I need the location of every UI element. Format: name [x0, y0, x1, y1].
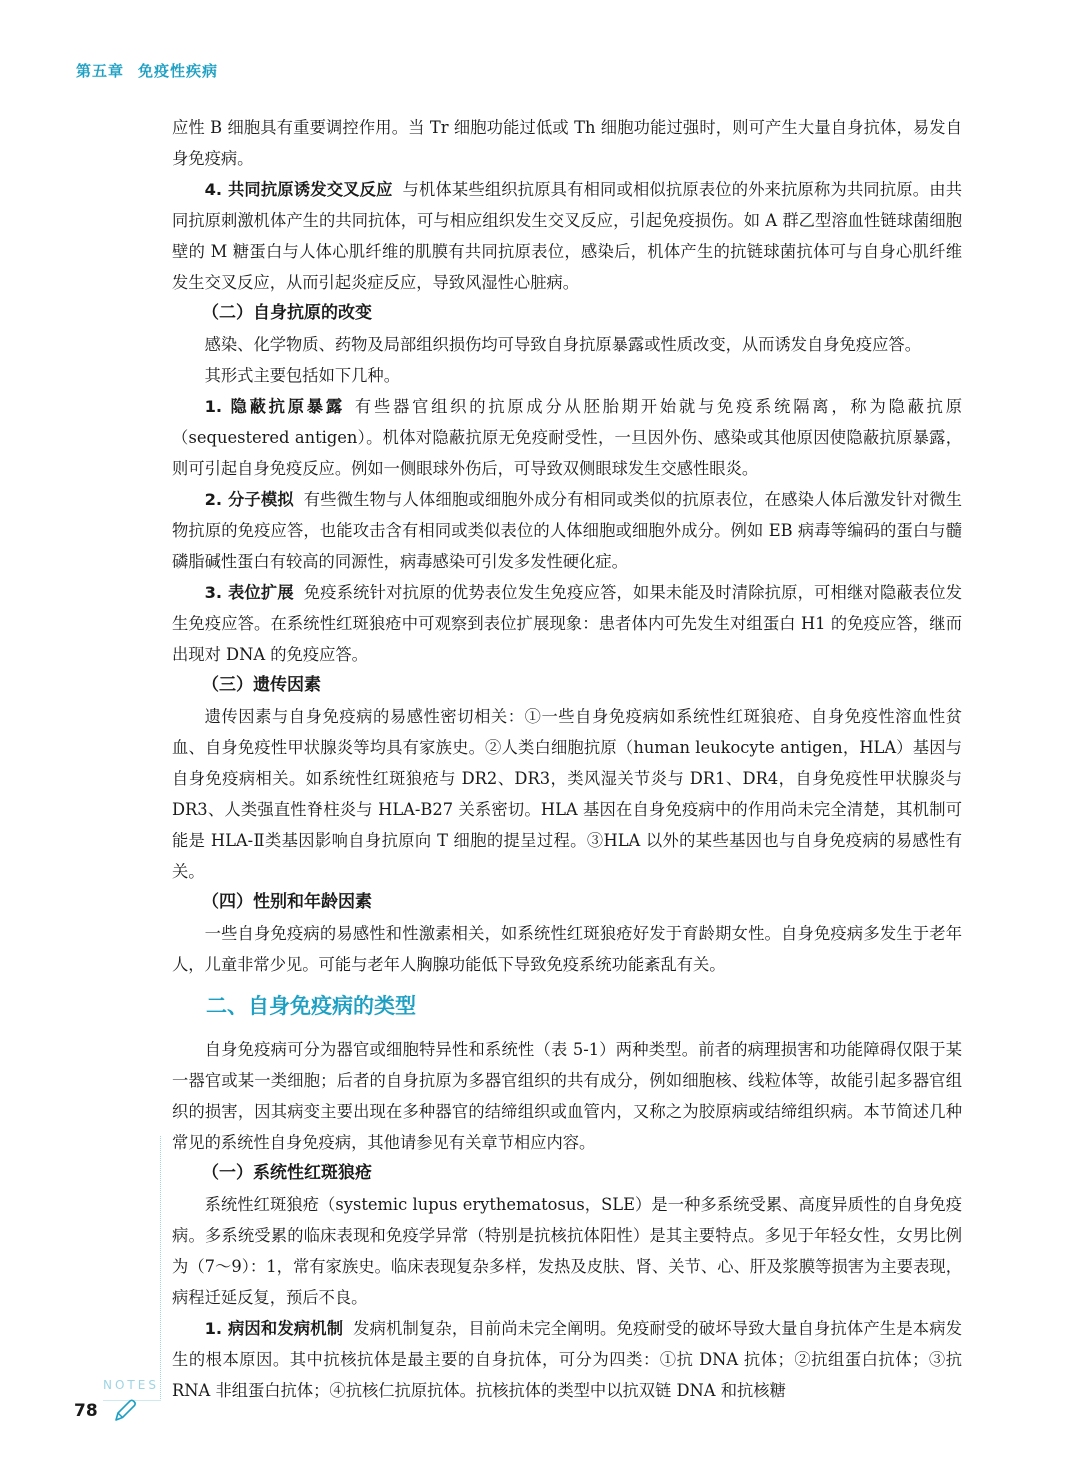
paragraph — [172, 1189, 962, 1313]
paragraph-text: 有些微生物与人体细胞或细胞外成分有相同或类似的抗原表位，在感染人体后激发针对微生物抗原的免疫应答，也能攻击含有相同或类似表位的人体细胞或细胞外成分。例如 EB 病毒等编码的蛋白与髓磷脂碱性蛋白有较高的同源性，病毒感染可引发多发性硬化症。 — [172, 490, 962, 571]
paragraph-text: 一些自身免疫病的易感性和性激素相关，如系统性红斑狼疮好发于育龄期女性。自身免疫病多发生于老年人，儿童非常少见。可能与老年人胸腺功能低下导致免疫系统功能紊乱有关。 — [172, 924, 962, 974]
subsection-heading: （一）系统性红斑狼疮 — [202, 1163, 372, 1183]
paragraph-text: 感染、化学物质、药物及局部组织损伤均可导致自身抗原暴露或性质改变，从而诱发自身免疫应答。 — [204, 335, 921, 354]
paragraph — [172, 329, 962, 360]
page-number: 78 — [74, 1401, 98, 1421]
paragraph-text: 有些器官组织的抗原成分从胚胎期开始就与免疫系统隔离，称为隐蔽抗原（sequestered antigen）。机体对隐蔽抗原无免疫耐受性，一旦因外伤、感染或其他原因使隐蔽抗原暴露，则可引起自身免疫反应。例如一侧眼球外伤后，可导致双侧眼球发生交感性眼炎。 — [172, 397, 962, 478]
paragraph-text: 与机体某些组织抗原具有相同或相似抗原表位的外来抗原称为共同抗原。由共同抗原刺激机体产生的共同抗体，可与相应组织发生交叉反应，引起免疫损伤。如 A 群乙型溶血性链球菌细胞壁的 M 糖蛋白与人体心肌纤维的肌膜有共同抗原表位，感染后，机体产生的抗链球菌抗体可与自身心肌纤维发生交叉反应，从而引起炎症反应，导致风湿性心脏病。 — [172, 180, 962, 292]
paragraph-text: 自身免疫病可分为器官或细胞特异性和系统性（表 5-1）两种类型。前者的病理损害和功能障碍仅限于某一器官或某一类细胞；后者的自身抗原为多器官组织的共有成分，例如细胞核、线粒体等，故能引起多器官组织的损害，因其病变主要出现在多种器官的结缔组织或血管内，又称之为胶原病或结缔组织病。本节简述几种常见的系统性自身免疫病，其他请参见有关章节相应内容。 — [172, 1040, 962, 1152]
paragraph-heading: 1. 隐蔽抗原暴露 — [204, 397, 345, 416]
paragraph-heading: 1. 病因和发病机制 — [204, 1319, 344, 1338]
subsection-heading: （二）自身抗原的改变 — [202, 303, 372, 323]
paragraph — [172, 1313, 962, 1406]
paragraph — [172, 484, 962, 577]
paragraph-text: 应性 B 细胞具有重要调控作用。当 Tr 细胞功能过低或 Th 细胞功能过强时，则可产生大量自身抗体，易发自身免疫病。 — [172, 118, 962, 168]
running-header — [76, 60, 218, 81]
paragraph — [172, 918, 962, 980]
paragraph — [172, 360, 962, 391]
paragraph-heading: 4. 共同抗原诱发交叉反应 — [204, 180, 393, 199]
paragraph — [172, 1034, 962, 1158]
paragraph-heading: 2. 分子模拟 — [204, 490, 294, 509]
paragraph-text: 免疫系统针对抗原的优势表位发生免疫应答，如果未能及时清除抗原，可相继对隐蔽表位发生免疫应答。在系统性红斑狼疮中可观察到表位扩展现象：患者体内可先发生对组蛋白 H1 的免疫应答，继而出现对 DNA 的免疫应答。 — [172, 583, 962, 664]
paragraph-text: 发病机制复杂，目前尚未完全阐明。免疫耐受的破坏导致大量自身抗体产生是本病发生的根本原因。其中抗核抗体是最主要的自身抗体，可分为四类：①抗 DNA 抗体；②抗组蛋白抗体；③抗 RNA 非组蛋白抗体；④抗核仁抗原抗体。抗核抗体的类型中以抗双链 DNA 和抗核糖 — [172, 1319, 962, 1400]
paragraph — [172, 174, 962, 298]
notes-margin-rule — [160, 1136, 161, 1401]
chapter-title: 免疫性疾病 — [138, 62, 219, 80]
paragraph-heading: 3. 表位扩展 — [204, 583, 294, 602]
page-body — [172, 112, 962, 1406]
pencil-icon — [112, 1398, 138, 1424]
paragraph-text: 其形式主要包括如下几种。 — [204, 366, 400, 385]
paragraph — [172, 112, 962, 174]
paragraph — [172, 577, 962, 670]
chapter-number: 第五章 — [76, 62, 125, 80]
paragraph — [172, 391, 962, 484]
notes-label: NOTES — [103, 1378, 159, 1392]
paragraph — [172, 701, 962, 887]
paragraph-text: 遗传因素与自身免疫病的易感性密切相关：①一些自身免疫病如系统性红斑狼疮、自身免疫性溶血性贫血、自身免疫性甲状腺炎等均具有家族史。②人类白细胞抗原（human leukocyte antigen，HLA）基因与自身免疫病相关。如系统性红斑狼疮与 DR2、DR3，类风湿关节炎与 DR1、DR4，自身免疫性甲状腺炎与 DR3、人类强直性脊柱炎与 HLA-B27 关系密切。HLA 基因在自身免疫病中的作用尚未完全清楚，其机制可能是 HLA-Ⅱ类基因影响自身抗原向 T 细胞的提呈过程。③HLA 以外的某些基因也与自身免疫病的易感性有关。 — [172, 707, 962, 881]
section-heading: 二、自身免疫病的类型 — [206, 994, 416, 1018]
subsection-heading: （三）遗传因素 — [202, 675, 321, 695]
paragraph-text: 系统性红斑狼疮（systemic lupus erythematosus，SLE）是一种多系统受累、高度异质性的自身免疫病。多系统受累的临床表现和免疫学异常（特别是抗核抗体阳性）是其主要特点。多见于年轻女性，女男比例为（7～9）：1，常有家族史。临床表现复杂多样，发热及皮肤、肾、关节、心、肝及浆膜等损害为主要表现，病程迁延反复，预后不良。 — [172, 1195, 962, 1307]
subsection-heading: （四）性别和年龄因素 — [202, 892, 372, 912]
